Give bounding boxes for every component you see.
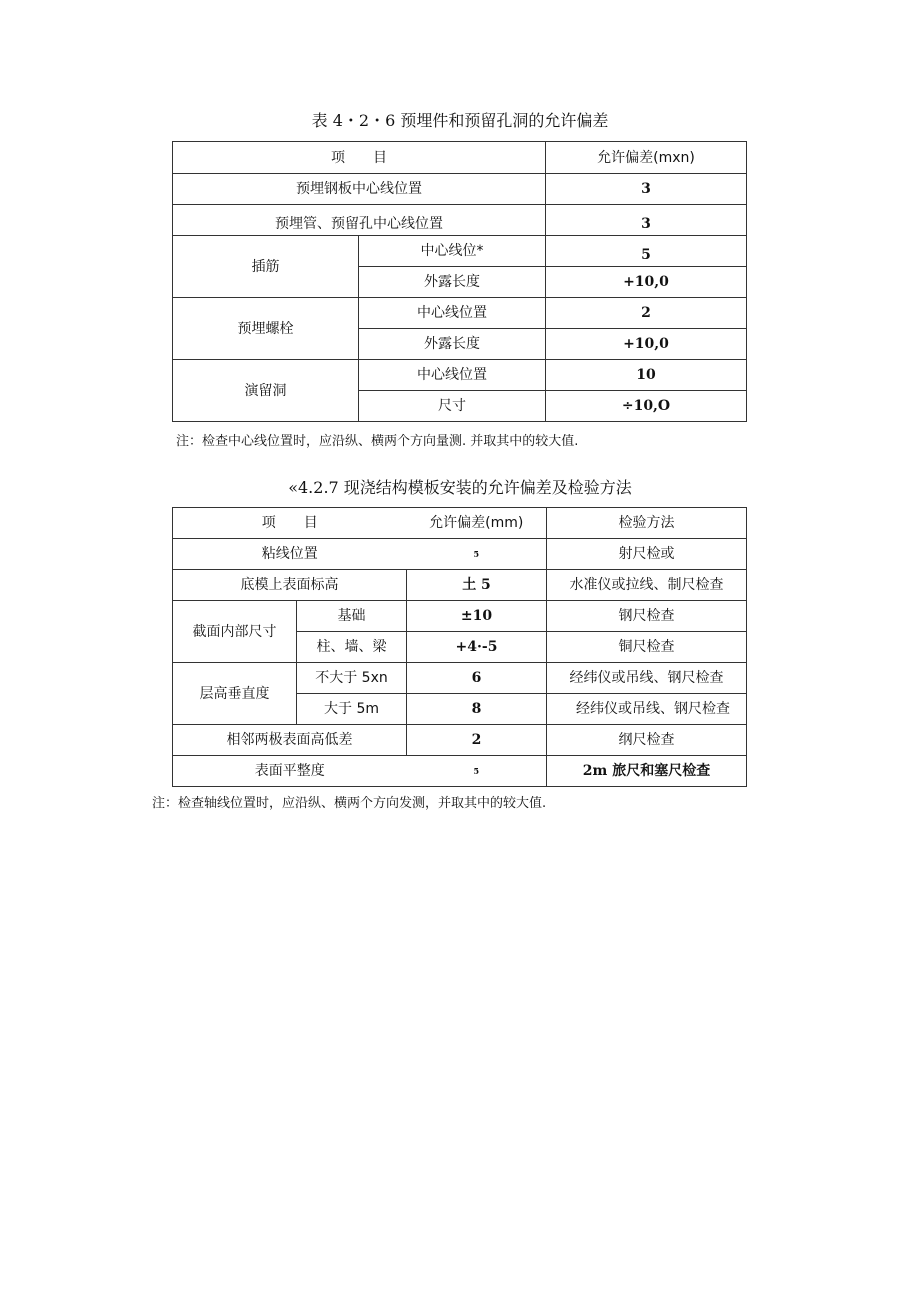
table-row: [173, 725, 747, 756]
table1-note: 注：检查中心线位置时，应沿纵、横两个方向量测. 并取其中的较大值.: [176, 434, 579, 449]
sub-label: 中心线位置: [359, 360, 546, 391]
sub-value: ±10: [407, 601, 547, 632]
table-row: [173, 205, 747, 236]
group-name: 层高垂直度: [173, 663, 297, 725]
table-row: [173, 601, 747, 632]
row-method: 2m 旅尺和塞尺检查: [547, 756, 747, 787]
table-header-row: [173, 142, 747, 174]
sub-label: 外露长度: [359, 267, 546, 298]
sub-value: +4·-5: [407, 632, 547, 663]
header-item: 项 目: [173, 142, 546, 174]
group-name: 插筋: [173, 236, 359, 298]
row-item: 底模上表面标高: [173, 570, 407, 601]
table-row: [173, 360, 747, 391]
row-value: 5: [407, 756, 547, 787]
table-row: [173, 236, 747, 267]
header-tolerance: 允许偏差(mxn): [546, 142, 747, 174]
table-row: [173, 539, 747, 570]
sub-label: 大于 5m: [297, 694, 407, 725]
table1-caption: 表 4・2・6 预埋件和预留孔洞的允许偏差: [311, 111, 609, 130]
row-item: 相邻两极表面高低差: [173, 725, 407, 756]
sub-method: 钢尺检查: [547, 601, 747, 632]
table-row: [173, 570, 747, 601]
table-header-row: [173, 508, 747, 539]
row-item: 粘线位置: [173, 539, 407, 570]
table2-caption: «4.2.7 现浇结构模板安装的允许偏差及检验方法: [288, 478, 632, 497]
header-tolerance: 允许偏差(mm): [407, 508, 547, 539]
sub-method: 经纬仪或吊线、钢尺检查: [547, 663, 747, 694]
group-name: 截面内部尺寸: [173, 601, 297, 663]
sub-method: 经纬仪或吊线、钢尺检查: [547, 694, 747, 725]
group-name: 预埋螺栓: [173, 298, 359, 360]
sub-value: +10,0: [546, 267, 747, 298]
tolerance-table-embedded-parts: [172, 141, 747, 422]
row-value: 5: [407, 539, 547, 570]
header-item: 项 目: [173, 508, 407, 539]
row-item: 预埋钢板中心线位置: [173, 174, 546, 205]
sub-label: 基础: [297, 601, 407, 632]
sub-label: 外露长度: [359, 329, 546, 360]
sub-label: 尺寸: [359, 391, 546, 422]
table-row: [173, 756, 747, 787]
sub-value: 10: [546, 360, 747, 391]
table-row: [173, 174, 747, 205]
sub-value: +10,0: [546, 329, 747, 360]
row-method: 纲尺检查: [547, 725, 747, 756]
tolerance-table-formwork: [172, 507, 747, 787]
sub-value: 8: [407, 694, 547, 725]
sub-label: 不大于 5xn: [297, 663, 407, 694]
sub-value: 2: [546, 298, 747, 329]
table2-note: 注：检查轴线位置时，应沿纵、横两个方向发测，并取其中的较大值.: [152, 796, 547, 811]
group-name: 演留洞: [173, 360, 359, 422]
table-row: [173, 663, 747, 694]
sub-label: 中心线位置: [359, 298, 546, 329]
row-value: 2: [407, 725, 547, 756]
sub-value: 6: [407, 663, 547, 694]
row-value: 3: [546, 174, 747, 205]
sub-method: 铜尺检查: [547, 632, 747, 663]
row-value: 3: [546, 205, 747, 236]
sub-label: 中心线位*: [359, 236, 546, 267]
sub-label: 柱、墙、梁: [297, 632, 407, 663]
sub-value: ÷10,O: [546, 391, 747, 422]
row-method: 射尺检或: [547, 539, 747, 570]
table-row: [173, 298, 747, 329]
row-method: 水准仪或拉线、制尺检查: [547, 570, 747, 601]
header-method: 检验方法: [547, 508, 747, 539]
row-item: 表面平整度: [173, 756, 407, 787]
row-item: 预埋管、预留孔中心线位置: [173, 205, 546, 236]
sub-value: 5: [546, 236, 747, 267]
row-value: 土 5: [407, 570, 547, 601]
